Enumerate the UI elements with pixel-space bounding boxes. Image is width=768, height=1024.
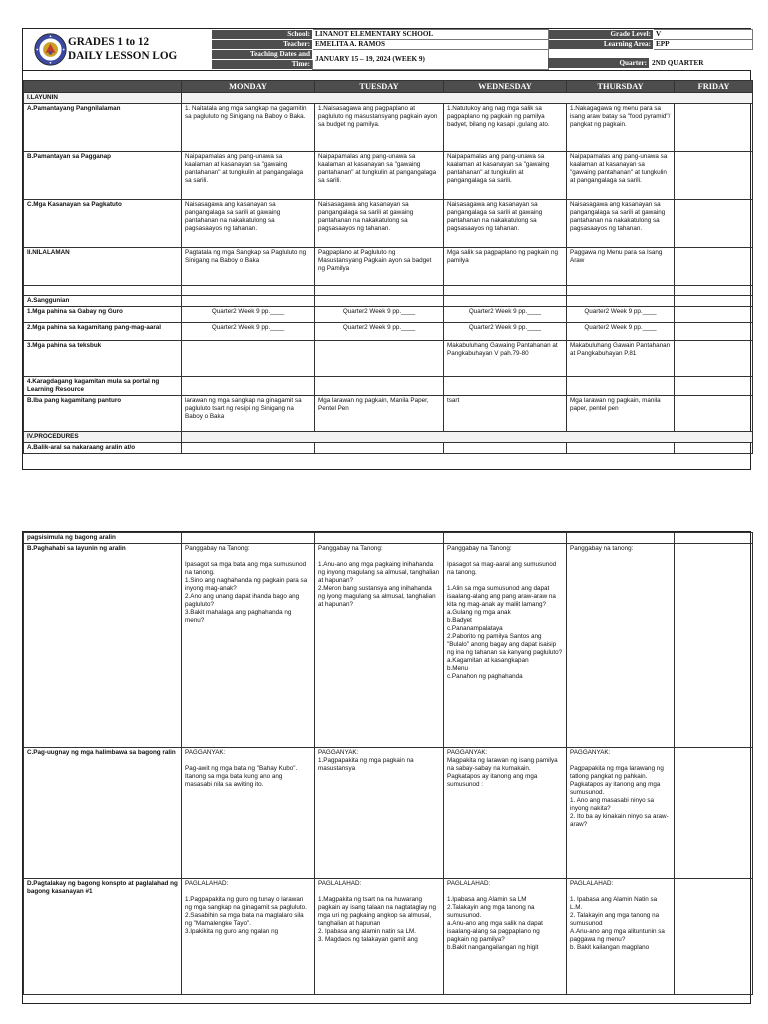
- cell-thursday: Makabuluhang Gawain Pantahanan at Pangkabuhayan P.81: [567, 341, 675, 377]
- section-heading: IV.PROCEDURES: [24, 432, 182, 443]
- cell-tuesday: [315, 443, 444, 454]
- table-row: [24, 104, 753, 152]
- cell-friday: [675, 248, 753, 286]
- cell-tuesday: 1.Naisasagawa ang pagpaplano at pagluluto ng masustansyang pagkain ayon sa budget ng pamilya.: [315, 104, 444, 152]
- row-label: B.Pamantayan sa Pagganap: [24, 152, 182, 200]
- section-fill: [182, 93, 753, 104]
- cell-monday: Naisasagawa ang kasanayan sa pangangalaga sa sarili at gawaing pantahanan na nakakatulong sa pagsasaayos ng tahanan.: [182, 200, 315, 248]
- cell-wednesday: [444, 296, 567, 307]
- cell-thursday: Paggawa ng Menu para sa Isang Araw: [567, 248, 675, 286]
- cell-tuesday: PAGGANYAK: 1.Pagpapakita ng mga pagkain na masustansya: [315, 748, 444, 879]
- day-wednesday: WEDNESDAY: [444, 81, 567, 93]
- cell-wednesday: Naisasagawa ang kasanayan sa pangangalaga sa sarili at gawaing pantahanan na nakakatulong sa pagsasaayos ng tahanan.: [444, 200, 567, 248]
- cell-wednesday: [444, 443, 567, 454]
- cell-friday: [675, 323, 753, 341]
- row-label: C.Pag-uugnay ng mga halimbawa sa bagong ralin: [24, 748, 182, 879]
- cell-friday: [675, 377, 753, 396]
- table-row: [24, 296, 753, 307]
- cell-thursday: Quarter2 Week 9 pp.____: [567, 307, 675, 323]
- day-thursday: THURSDAY: [567, 81, 675, 93]
- cell-tuesday: Quarter2 Week 9 pp.____: [315, 323, 444, 341]
- table-row: [24, 286, 753, 296]
- quarter-value: 2ND QUARTER: [652, 59, 704, 67]
- cell-wednesday: tsart: [444, 396, 567, 432]
- cell-wednesday: Quarter2 Week 9 pp.____: [444, 307, 567, 323]
- cell-friday: [675, 286, 753, 296]
- cell-monday: [182, 443, 315, 454]
- cell-monday: [182, 286, 315, 296]
- cell-friday: [675, 544, 753, 748]
- cell-monday: Pagtatala ng mga Sangkap sa Pagluluto ng Sinigang na Baboy o Baka: [182, 248, 315, 286]
- cell-wednesday: Mga salik sa pagpaplano ng pagkain ng pamilya: [444, 248, 567, 286]
- cell-monday: larawan ng mga sangkap na ginagamit sa pagluluto tsart ng resipi ng Sinigang na Baboy o Baka: [182, 396, 315, 432]
- cell-tuesday: [315, 286, 444, 296]
- row-label: A.Balik-aral sa nakaraang aralin at/o: [24, 443, 182, 454]
- day-tuesday: TUESDAY: [315, 81, 444, 93]
- table-row: [24, 152, 753, 200]
- cell-wednesday: [444, 533, 567, 544]
- cell-thursday: Mga larawan ng pagkain, manila paper, pentel pen: [567, 396, 675, 432]
- row-label: 3.Mga pahina sa teksbuk: [24, 341, 182, 377]
- teacher-label: Teacher:: [212, 40, 313, 50]
- cell-tuesday: [315, 377, 444, 396]
- cell-thursday: Naisasagawa ang kasanayan sa pangangalaga sa sarili at gawaing pantahanan na nakakatulong sa pagsasaayos ng tahanan.: [567, 200, 675, 248]
- cell-thursday: 1.Nakagagawa ng menu para sa isang araw batay sa "food pyramid"/ pangkat ng pagkain.: [567, 104, 675, 152]
- table-row: [24, 377, 753, 396]
- cell-wednesday: PAGLALAHAD: 1.Ipabasa ang Alamin sa LM 2.Talakayin ang mga tanong na sumusunod. a.Anu-ano ang mga salik na dapat isaalang-alang sa pagpaplano ng pagkain ng pamilya? b.Bakit nangangailangan ng higit: [444, 879, 567, 995]
- table-row: [24, 323, 753, 341]
- section-heading: I.LAYUNIN: [24, 93, 182, 104]
- lesson-log-page-2: [22, 531, 751, 1004]
- learning-area-value: EPP: [654, 40, 753, 50]
- cell-friday: [675, 879, 753, 995]
- table-row: [24, 248, 753, 286]
- cell-wednesday: [444, 286, 567, 296]
- cell-monday: Quarter2 Week 9 pp.____: [182, 323, 315, 341]
- teaching-dates-value: JANUARY 15 – 19, 2024 (WEEK 9): [313, 50, 549, 70]
- cell-monday: Quarter2 Week 9 pp.____: [182, 307, 315, 323]
- lesson-log-page-1: [22, 28, 751, 470]
- row-label: 1.Mga pahina sa Gabay ng Guro: [24, 307, 182, 323]
- cell-friday: [675, 396, 753, 432]
- cell-monday: [182, 296, 315, 307]
- cell-thursday: Naipapamalas ang pang-unawa sa kaalaman at kasanayan sa "gawaing pantahanan" at tungkulin at pangangalaga sa sarili.: [567, 152, 675, 200]
- row-label: B.Iba pang kagamitang panturo: [24, 396, 182, 432]
- table-row: [24, 544, 753, 748]
- table-row: [24, 432, 753, 443]
- row-label: 4.Karagdagang kagamitan mula sa portal ng Learning Resource: [24, 377, 182, 396]
- lesson-table-page-1: [23, 80, 753, 454]
- cell-friday: [675, 152, 753, 200]
- section-fill: [182, 432, 753, 443]
- table-row: [24, 200, 753, 248]
- day-monday: MONDAY: [182, 81, 315, 93]
- cell-friday: [675, 296, 753, 307]
- row-label: D.Pagtalakay ng bagong konspto at paglalahad ng bagong kasanayan #1: [24, 879, 182, 995]
- lesson-table-page-2: [23, 532, 753, 995]
- teaching-dates-label: Teaching Dates and: [212, 50, 313, 60]
- cell-thursday: [567, 443, 675, 454]
- cell-thursday: Quarter2 Week 9 pp.____: [567, 323, 675, 341]
- document-header: [23, 29, 750, 71]
- cell-friday: [675, 443, 753, 454]
- learning-area-label: Learning Area:: [549, 40, 654, 50]
- table-row: [24, 93, 753, 104]
- day-friday: FRIDAY: [675, 81, 753, 93]
- cell-wednesday: Quarter2 Week 9 pp.____: [444, 323, 567, 341]
- cell-tuesday: Mga larawan ng pagkain, Manila Paper, Pentel Pen: [315, 396, 444, 432]
- cell-monday: PAGLALAHAD: 1.Pagpapakita ng guro ng tunay o larawan ng mga sangkap na ginagamit sa pagluluto. 2.Sasabihin sa mga bata na maglalaro sila ng "Mamalengke Tayo". 3.Ipakikita ng guro ang ngalan ng: [182, 879, 315, 995]
- row-label: [24, 286, 182, 296]
- day-header-row: [24, 81, 753, 93]
- grade-level-label: Grade Level:: [549, 30, 654, 40]
- row-label: C.Mga Kasanayan sa Pagkatuto: [24, 200, 182, 248]
- cell-thursday: [567, 296, 675, 307]
- cell-wednesday: 1.Natutukoy ang nag mga salik sa pagpaplano ng pagkain ng pamilya badyet, bilang ng kasapi ,gulang ato.: [444, 104, 567, 152]
- cell-tuesday: Quarter2 Week 9 pp.____: [315, 307, 444, 323]
- table-row: [24, 443, 753, 454]
- cell-tuesday: Naisasagawa ang kasanayan sa pangangalaga sa sarili at gawaing pantahanan na nakakatulong sa pagsasaayos ng tahanan.: [315, 200, 444, 248]
- row-label: A.Pamantayang Pangnilalaman: [24, 104, 182, 152]
- cell-monday: 1. Naitatala ang mga sangkap na gagamitin sa pagluluto ng Sinigang na Baboy o Baka.: [182, 104, 315, 152]
- cell-tuesday: Naipapamalas ang pang-unawa sa kaalaman at kasanayan sa "gawaing pantahanan" at tungkulin at pangangalaga sa sarili.: [315, 152, 444, 200]
- cell-friday: [675, 748, 753, 879]
- cell-monday: Panggabay na Tanong: Ipasagot sa mga bata ang mga sumusunod na tanong. 1.Sino ang naghahanda ng pagkain para sa inyong mag-anak? 2.Ano ang unang dapat ihanda bago ang pagluluto? 3.Bakit mahalaga ang paghahanda ng menu?: [182, 544, 315, 748]
- cell-friday: [675, 533, 753, 544]
- title-line-grades: GRADES 1 to 12: [68, 36, 150, 48]
- cell-tuesday: [315, 296, 444, 307]
- cell-monday: [182, 377, 315, 396]
- quarter-row: [548, 58, 752, 68]
- cell-wednesday: Naipapamalas ang pang-unawa sa kaalaman at kasanayan sa "gawaing pantahanan" at tungkulin at pangangalaga sa sarili.: [444, 152, 567, 200]
- table-row: [24, 396, 753, 432]
- cell-tuesday: Panggabay na Tanong: 1.Anu-ano ang mga pagkaing inihahanda ng inyong magulang sa almusal, tanghalian at hapunan? 2.Meron bang sustansya ang inihahanda ng iyong magulang sa almusal, tanghalian at hapunan?: [315, 544, 444, 748]
- cell-thursday: PAGLALAHAD: 1. Ipabasa ang Alamin Natin sa L.M. 2. Talakayin ang mga tanong na sumusunod A.Anu-ano ang mga alituntunin sa paggawa ng menu? b. Bakit kailangan magplano: [567, 879, 675, 995]
- cell-thursday: [567, 377, 675, 396]
- cell-thursday: [567, 533, 675, 544]
- cell-friday: [675, 104, 753, 152]
- cell-tuesday: [315, 341, 444, 377]
- cell-friday: [675, 341, 753, 377]
- cell-wednesday: [444, 377, 567, 396]
- table-row: [24, 879, 753, 995]
- quarter-label: Quarter:: [548, 58, 649, 68]
- row-label: II.NILALAMAN: [24, 248, 182, 286]
- row-label: 2.Mga pahina sa kagamitang pang-mag-aaral: [24, 323, 182, 341]
- cell-monday: Naipapamalas ang pang-unawa sa kaalaman at kasanayan sa "gawaing pantahanan" at tungkulin at pangangalaga sa sarili.: [182, 152, 315, 200]
- row-label: B.Paghahabi sa layunin ng aralin: [24, 544, 182, 748]
- cell-tuesday: Pagpaplano at Pagluluto ng Masustansyang Pagkain ayon sa badget ng Pamilya: [315, 248, 444, 286]
- cell-monday: [182, 533, 315, 544]
- cell-tuesday: [315, 533, 444, 544]
- document-title: [68, 35, 177, 63]
- row-label: A.Sanggunian: [24, 296, 182, 307]
- cell-friday: [675, 200, 753, 248]
- table-row: [24, 748, 753, 879]
- cell-wednesday: PAGGANYAK: Magpakita ng larawan ng isang pamilya na sabay-sabay na kumakain. Pagkatapos ay itanong ang mga sumusunod :: [444, 748, 567, 879]
- grade-level-value: V: [654, 30, 753, 40]
- title-line-dll: DAILY LESSON LOG: [68, 50, 178, 62]
- school-value: LINANOT ELEMENTARY SCHOOL: [313, 30, 549, 40]
- cell-wednesday: Panggabay na Tanong: Ipasagot sa mag-aaral ang sumusunod na tanong. 1.Alin sa mga sumusunod ang dapat isaalang-alang ang pang araw-araw na kita ng mag-anak ay maliit lamang? a.Gulang ng mga anak b.Badyet c.Pananampalataya 2.Paborito ng pamilya Santos ang "Bulalo" anong bagay ang dapat isaisip ng ina ng tahanan sa kanyang pagluluto? a.Kagamitan at kasangkapan b.Menu c.Panahon ng paghahanda: [444, 544, 567, 748]
- cell-thursday: Panggabay na tanong:: [567, 544, 675, 748]
- row-label: pagsisimula ng bagong aralin: [24, 533, 182, 544]
- cell-thursday: [567, 286, 675, 296]
- school-label: School:: [212, 30, 313, 40]
- cell-monday: [182, 341, 315, 377]
- cell-friday: [675, 307, 753, 323]
- day-header-blank: [24, 81, 182, 93]
- cell-thursday: PAGGANYAK: Pagpapakita ng mga larawang ng tatlong pangkat ng pahkain. Pagkatapos ay itanong ang mga sumusunod. 1. Ano ang masasabi ninyo sa inyong nakita? 2. Ito ba ay kinakain ninyo sa araw-araw?: [567, 748, 675, 879]
- table-row: [24, 533, 753, 544]
- teacher-value: EMELITA A. RAMOS: [313, 40, 549, 50]
- table-row: [24, 307, 753, 323]
- cell-monday: PAGGANYAK: Pag-awit ng mga bata ng "Bahay Kubo". Itanong sa mga bata kung ano ang masasabi nila sa awiting ito.: [182, 748, 315, 879]
- table-row: [24, 341, 753, 377]
- teaching-time-label: Time:: [212, 60, 313, 70]
- cell-wednesday: Makabuluhang Gawaing Pantahanan at Pangkabuhayan V pah.79-80: [444, 341, 567, 377]
- deped-seal-icon: [34, 33, 67, 66]
- cell-tuesday: PAGLALAHAD: 1.Magpakita ng tsart na na huwarang pagkain ay isang talaan na nagtataglay ng mga uri ng pagkaing angkop sa almusal, tanghalian at hapunan 2. Ipabasa ang alamin natin sa LM. 3. Magdaos ng talakayan gamit ang: [315, 879, 444, 995]
